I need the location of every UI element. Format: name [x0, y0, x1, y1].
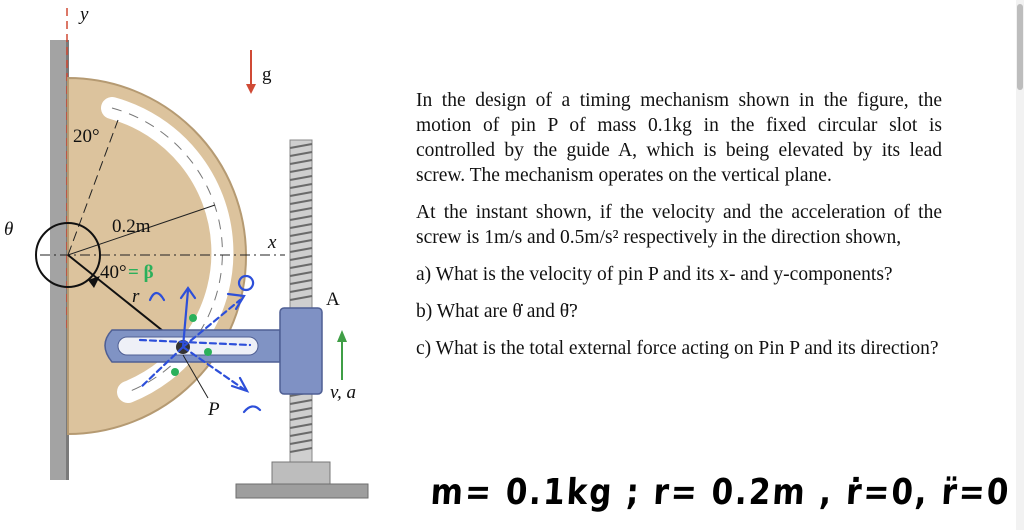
- velocity-accel-label: v, a: [330, 382, 357, 403]
- screw-base-block: [272, 462, 330, 484]
- handwritten-note: m= 0.1kg ; r= 0.2m , ṙ=0, r̈=0: [429, 472, 1012, 514]
- velocity-arrow-head-icon: [337, 330, 347, 342]
- angle-20-label: 20°: [73, 126, 100, 147]
- r-vector-label: r⃗: [132, 286, 155, 307]
- problem-intro: In the design of a timing mechanism shown in the figure, the motion of pin P of mass 0.1kg in the fixed circular slot is controlled by the guide A, which is being elevated by its lead screw. The mechanism operates on the vertical plane.: [416, 90, 942, 186]
- angle-40-label: 40°: [100, 262, 127, 283]
- mechanism-figure: [0, 0, 400, 530]
- theta-label: θ: [4, 219, 14, 240]
- gravity-arrow-head-icon: [246, 84, 256, 94]
- vertical-scrollbar[interactable]: [1016, 0, 1024, 530]
- radius-label: 0.2m: [112, 216, 151, 237]
- problem-statement: [416, 88, 942, 373]
- question-b: b) What are θ̇ and θ̈?: [416, 301, 578, 322]
- gravity-label: g: [262, 64, 272, 85]
- question-c: c) What is the total external force acting on Pin P and its direction?: [416, 338, 939, 359]
- question-a: a) What is the velocity of pin P and its x- and y-components?: [416, 264, 893, 285]
- pin-p-label: P: [208, 399, 220, 420]
- screw-base-plate: [236, 484, 368, 498]
- y-axis-label: y: [80, 4, 89, 25]
- beta-annotation: = β: [128, 262, 154, 283]
- wall-plate: [50, 40, 68, 480]
- guide-a-collar: [280, 308, 322, 394]
- guide-a-label: A: [326, 289, 340, 310]
- problem-given: At the instant shown, if the velocity and the acceleration of the screw is 1m/s and 0.5m/s² respectively in the direction shown,: [416, 202, 942, 248]
- scrollbar-thumb[interactable]: [1017, 4, 1023, 90]
- x-axis-label: x: [268, 232, 277, 253]
